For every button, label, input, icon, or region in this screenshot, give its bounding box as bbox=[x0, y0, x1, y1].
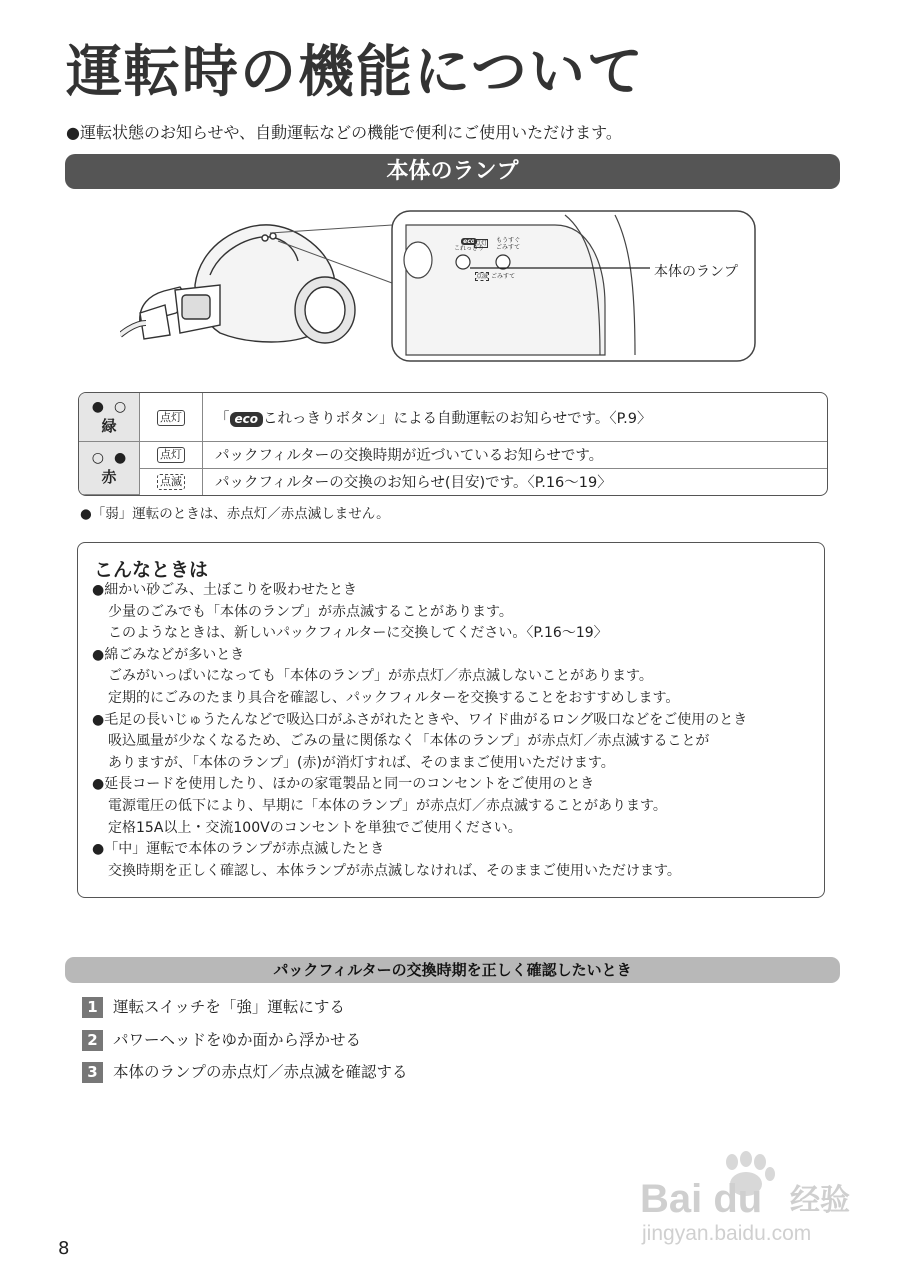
eco-badge-icon: eco bbox=[230, 412, 264, 427]
vacuum-cleaner-drawing bbox=[120, 225, 392, 343]
panel-soon-label: もうすぐ ごみすて bbox=[496, 237, 521, 251]
list-item: ●延長コードを使用したり、ほかの家電製品と同一のコンセントをご使用のとき bbox=[92, 776, 595, 793]
step-1: 1 運転スイッチを「強」運転にする bbox=[82, 996, 345, 1018]
red-label: 赤 bbox=[101, 467, 117, 486]
panel-eco-label: eco これっきり bbox=[454, 238, 485, 252]
lamp-callout-label: 本体のランプ bbox=[654, 264, 738, 280]
lit-tag: 点灯 bbox=[157, 447, 185, 463]
list-item: ●綿ごみなどが多いとき bbox=[92, 646, 245, 663]
list-item: 交換時期を正しく確認し、本体ランプが赤点滅しなければ、そのままご使用いただけます。 bbox=[108, 862, 681, 879]
list-item: 吸込風量が少なくなるため、ごみの量に関係なく「本体のランプ」が赤点灯／赤点滅することが bbox=[108, 733, 710, 750]
list-item: 少量のごみでも「本体のランプ」が赤点滅することがあります。 bbox=[108, 603, 513, 620]
step-number-icon: 3 bbox=[82, 1062, 103, 1083]
list-item: ありますが、「本体のランプ」(赤)が消灯すれば、そのままご使用いただけます。 bbox=[108, 754, 615, 771]
section-banner-lamp: 本体のランプ bbox=[65, 154, 840, 189]
lit-tag: 点灯 bbox=[157, 410, 185, 426]
page-title: 運転時の機能について bbox=[66, 40, 645, 105]
green-description: 「 eco これっきりボタン」による自動運転のお知らせです。〈P.9〉 bbox=[203, 393, 828, 442]
green-lamp-cell bbox=[79, 393, 140, 442]
table-row bbox=[79, 393, 827, 442]
vacuum-lamp-illustration bbox=[120, 205, 760, 370]
step-3: 3 本体のランプの赤点灯／赤点滅を確認する bbox=[82, 1061, 408, 1083]
red-blink-description: パックフィルターの交換のお知らせ(目安)です。〈P.16～19〉 bbox=[203, 468, 828, 494]
lamp-status-table bbox=[78, 392, 828, 496]
list-item: 電源電圧の低下により、早期に「本体のランプ」が赤点灯／赤点滅することがあります。 bbox=[108, 797, 667, 814]
red-lamp-dots-icon: ○● bbox=[91, 449, 137, 466]
watermark-brand-cn: 经验 bbox=[790, 1183, 850, 1218]
list-item: 定期的にごみのたまり具合を確認し、パックフィルターを交換することをおすすめします。 bbox=[108, 689, 680, 706]
list-item: 定格15A以上・交流100Vのコンセントを単独でご使用ください。 bbox=[108, 819, 522, 836]
watermark-url: jingyan.baidu.com bbox=[642, 1222, 812, 1245]
list-item: このようなときは、新しいパックフィルターに交換してください。〈P.16～19〉 bbox=[108, 625, 608, 642]
troubleshooting-box bbox=[77, 542, 825, 898]
troubleshooting-list bbox=[92, 580, 747, 882]
watermark-brand: Bai du bbox=[640, 1177, 763, 1221]
lamp-panel-closeup bbox=[392, 211, 755, 361]
page-number: 8 bbox=[58, 1238, 70, 1259]
step-2: 2 パワーヘッドをゆか面から浮かせる bbox=[82, 1029, 361, 1051]
list-item: ●細かい砂ごみ、土ぼこりを吸わせたとき bbox=[92, 582, 358, 598]
panel-lit-label: 点灯 bbox=[475, 240, 488, 247]
red-lit-description: パックフィルターの交換時期が近づいているお知らせです。 bbox=[203, 442, 828, 468]
table-row bbox=[79, 442, 827, 468]
baidu-watermark-logo bbox=[640, 1150, 870, 1260]
panel-blink-label: 点滅 ごみすて bbox=[476, 273, 516, 280]
step-number-icon: 2 bbox=[82, 1030, 103, 1051]
intro-text: ●運転状態のお知らせや、自動運転などの機能で便利にご使用いただけます。 bbox=[66, 123, 622, 142]
blink-tag: 点滅 bbox=[157, 474, 185, 490]
list-item: ●毛足の長いじゅうたんなどで吸込口がふさがれたときや、ワイド曲がるロング吸口などをご使用のとき bbox=[92, 711, 748, 728]
section-banner-check: パックフィルターの交換時期を正しく確認したいとき bbox=[65, 957, 840, 983]
green-lamp-dots-icon: ●○ bbox=[91, 398, 137, 415]
table-row bbox=[79, 468, 827, 494]
step-number-icon: 1 bbox=[82, 997, 103, 1018]
red-lamp-cell bbox=[79, 442, 140, 495]
weak-mode-note: ●「弱」運転のときは、赤点灯／赤点滅しません。 bbox=[80, 506, 390, 522]
green-label: 緑 bbox=[101, 416, 117, 435]
list-item: ごみがいっぱいになっても「本体のランプ」が赤点灯／赤点滅しないことがあります。 bbox=[108, 668, 653, 685]
list-item: ●「中」運転で本体のランプが赤点滅したとき bbox=[92, 841, 385, 858]
troubleshooting-heading: こんなときは bbox=[94, 559, 209, 581]
